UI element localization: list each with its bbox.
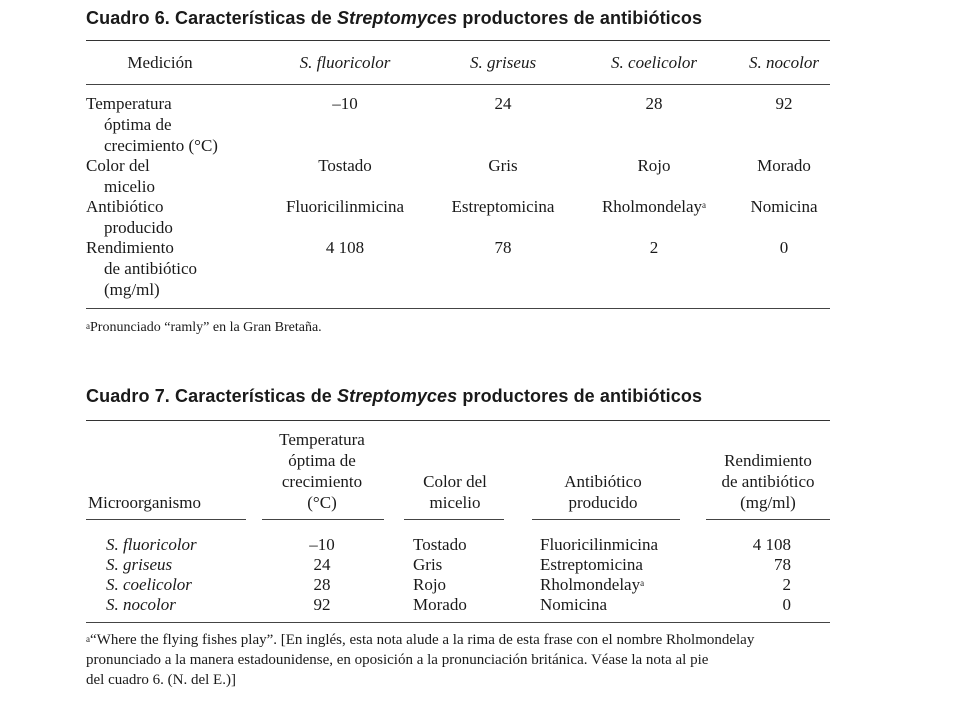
cuadro6-cell: Morado: [757, 156, 811, 175]
cuadro6-header-nocolor: S. nocolor: [749, 53, 819, 72]
cuadro6-header-rule: [86, 84, 830, 85]
cuadro6-cell: 28: [645, 94, 663, 113]
cuadro7-temp: 92: [313, 595, 331, 614]
cuadro7-header-microorganismo: Microorganismo: [88, 493, 202, 512]
cuadro7-yield: 0: [782, 595, 791, 614]
cuadro7-color: Tostado: [413, 535, 467, 554]
cuadro6-cell: Rojo: [637, 156, 671, 175]
cuadro7-header-color: Color del micelio: [423, 472, 487, 512]
cuadro7-antibiotic: Nomicina: [540, 595, 608, 614]
cuadro7-header-antibiotico: Antibiótico producido: [564, 472, 642, 512]
cuadro6-title: Cuadro 6. Características de Streptomyces productores de antibióticos: [86, 8, 703, 28]
cuadro7-color: Morado: [413, 595, 467, 614]
cuadro6-cell: 92: [775, 94, 793, 113]
cuadro7-title: Cuadro 7. Características de Streptomyces productores de antibióticos: [86, 386, 703, 406]
cuadro6-header-fluoricolor: S. fluoricolor: [299, 53, 391, 72]
cuadro6-header-coelicolor: S. coelicolor: [611, 53, 697, 72]
cuadro7-yield: 2: [782, 575, 791, 594]
cuadro6-cell: Tostado: [318, 156, 372, 175]
cuadro7-header-rendimiento: Rendimiento de antibiótico (mg/ml): [721, 451, 815, 512]
cuadro6-cell: Estreptomicina: [451, 197, 555, 216]
footnote-marker: a: [702, 200, 707, 210]
cuadro7-bottom-rule: [86, 622, 830, 623]
cuadro6-row-label: Color del micelio: [86, 156, 155, 196]
cuadro7-temp: 24: [313, 555, 331, 574]
cuadro7-yield: 78: [774, 555, 791, 574]
cuadro6-row-label: Rendimiento de antibiótico (mg/ml): [86, 238, 198, 299]
cuadro7-organism: S. griseus: [106, 555, 173, 574]
cuadro7-header-rule: [404, 519, 504, 520]
cuadro6-row-label: Antibiótico producido: [86, 197, 173, 237]
cuadro6-cell: 78: [494, 238, 512, 257]
cuadro7-yield: 4 108: [752, 535, 791, 554]
cuadro7-temp: 28: [313, 575, 331, 594]
cuadro6-row-label: Temperatura óptima de crecimiento (°C): [86, 94, 218, 155]
cuadro6-bottom-rule: [86, 308, 830, 309]
cuadro7-footnote: $^a$“Where the flying fishes play”. [En inglés, esta nota alude a la rima de esta frase con el nombre Rholmondelay pronunciado a la manera estadounidense, en oposición a la pronunciación británica. Véase la nota al pie del cuadro 6. (N. del E.)]: [86, 632, 755, 688]
cuadro6-cell: Gris: [488, 156, 518, 175]
cuadro7-color: Rojo: [413, 575, 447, 594]
footnote-marker: a: [640, 578, 645, 588]
cuadro6-header-medicion: Medición: [127, 53, 193, 72]
cuadro6-header-griseus: S. griseus: [469, 53, 537, 72]
cuadro7-temp: –10: [309, 535, 335, 554]
cuadro6-footnote: $^a$Pronunciado “ramly” en la Gran Bretaña.: [86, 320, 322, 335]
cuadro7-header-rule: [86, 519, 246, 520]
cuadro7-organism: S. coelicolor: [106, 575, 192, 594]
cuadro7-header-temperatura: Temperatura óptima de crecimiento (°C): [279, 430, 365, 512]
cuadro6-cell: 2: [649, 238, 659, 257]
cuadro6-cell: Fluoricilinmicina: [285, 197, 405, 216]
cuadro7-organism: S. fluoricolor: [106, 535, 197, 554]
cuadro7-header-rule: [262, 519, 384, 520]
cuadro7-header-rule: [706, 519, 830, 520]
cuadro6-cell: 24: [494, 94, 512, 113]
cuadro6-cell: 4 108: [325, 238, 365, 257]
cuadro7-organism: S. nocolor: [106, 595, 176, 614]
cuadro7-color: Gris: [413, 555, 443, 574]
cuadro7-antibiotic: Estreptomicina: [540, 555, 643, 574]
cuadro7-header-rule: [532, 519, 680, 520]
cuadro6-cell: Rholmondelay$^a$: [601, 197, 707, 216]
cuadro6-cell: –10: [332, 94, 358, 113]
cuadro7-antibiotic: Rholmondelay$^a$: [540, 575, 645, 594]
cuadro7-top-rule: [86, 420, 830, 421]
cuadro7-antibiotic: Fluoricilinmicina: [540, 535, 659, 554]
cuadro6-top-rule: [86, 40, 830, 41]
cuadro6-cell: Nomicina: [750, 197, 818, 216]
cuadro6-cell: 0: [779, 238, 789, 257]
